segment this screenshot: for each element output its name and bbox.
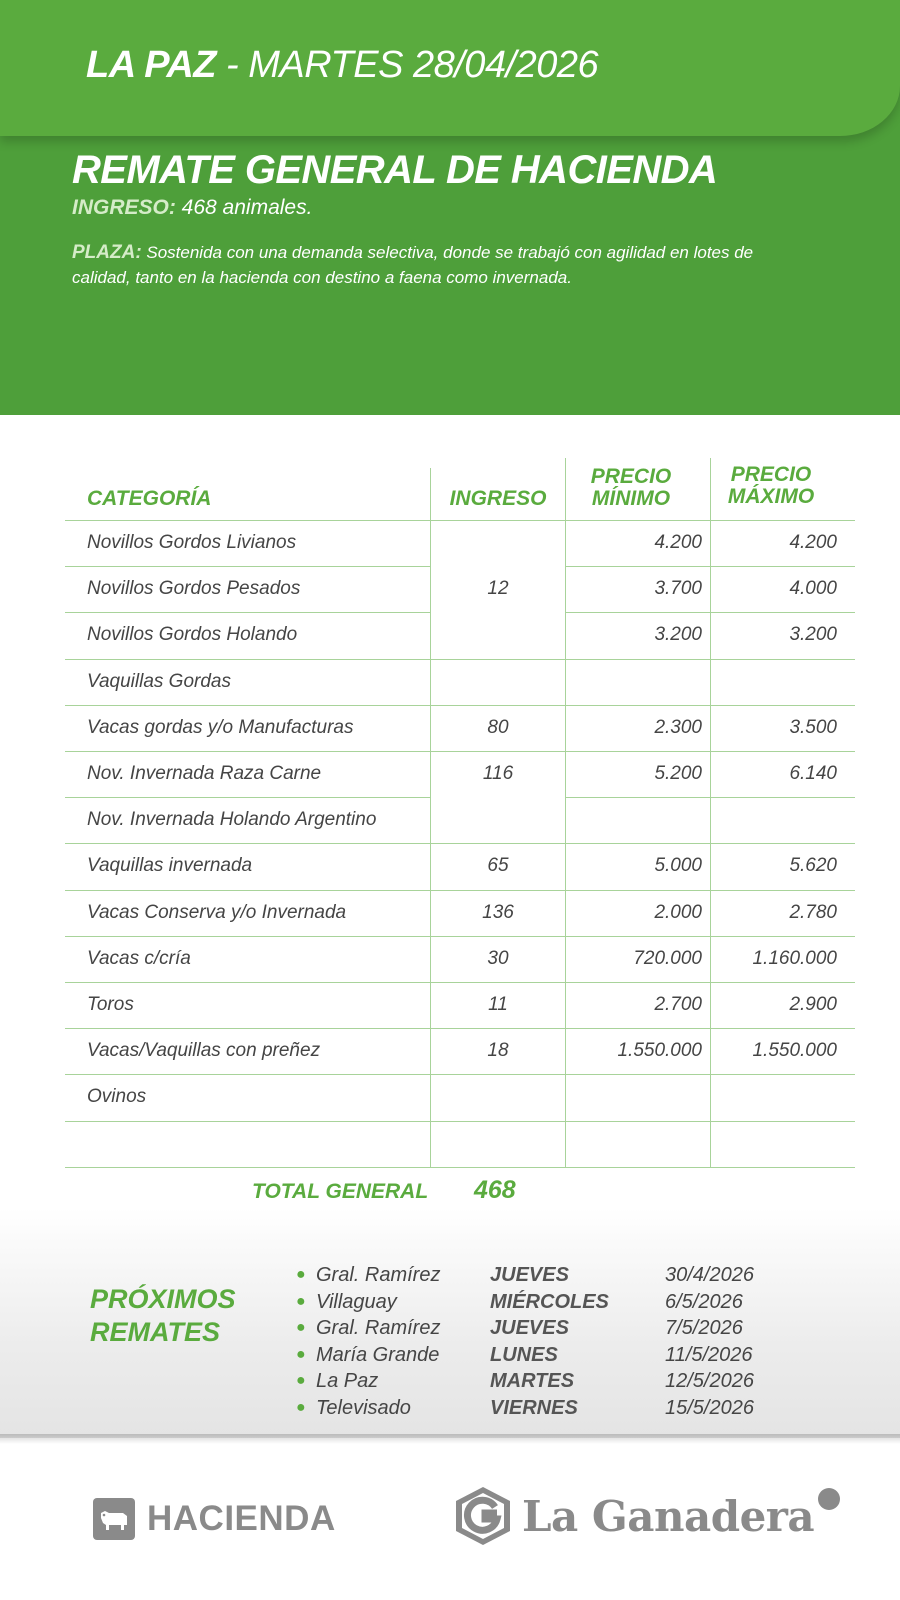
- table-row-ingreso: 80: [487, 716, 509, 738]
- table-row-categoria: Novillos Gordos Livianos: [87, 532, 297, 553]
- bullet-icon: ●: [296, 1266, 306, 1283]
- table-row-precio-maximo: 5.620: [789, 855, 837, 877]
- page-title: REMATE GENERAL DE HACIENDA: [72, 148, 718, 192]
- table-row-ingreso: 18: [487, 1040, 509, 1062]
- table-row-precio-maximo: 1.160.000: [752, 947, 837, 969]
- remate-day: MIÉRCOLES: [490, 1290, 609, 1313]
- table-row-precio-maximo: 4.000: [789, 578, 837, 600]
- la-ganadera-logo-text: La Ganadera: [522, 1491, 815, 1541]
- table-row-categoria: Nov. Invernada Raza Carne: [87, 763, 322, 784]
- table-row-precio-maximo: 3.500: [789, 716, 837, 738]
- row-divider: [65, 1074, 855, 1075]
- table-row-precio-maximo: 3.200: [789, 624, 837, 646]
- remate-place: Gral. Ramírez: [316, 1264, 441, 1286]
- plaza-description: [72, 240, 772, 290]
- table-row-precio-maximo: 2.900: [789, 994, 837, 1015]
- date-label: MARTES 28/04/2026: [248, 44, 599, 86]
- cow-icon: [93, 1498, 135, 1540]
- ganadera-emblem-icon: [452, 1485, 514, 1547]
- bullet-icon: ●: [296, 1292, 306, 1310]
- ingreso-label: INGRESO:: [72, 196, 176, 219]
- table-row-categoria: Vacas c/cría: [87, 947, 191, 969]
- table-row-categoria: Vaquillas invernada: [87, 855, 253, 877]
- table-row-categoria: Novillos Gordos Pesados: [87, 578, 301, 600]
- row-divider: [65, 982, 855, 983]
- row-divider: [565, 612, 855, 613]
- plaza-text: Sostenida con una demanda selectiva, donde se trabajó con agilidad en lotes de calidad, tanto en la hacienda con destino a faena como invernada.: [72, 243, 754, 287]
- header-precio-maximo-line1: PRECIO: [730, 463, 812, 486]
- table-row-precio-minimo: 2.000: [654, 901, 702, 923]
- table-row-precio-maximo: 1.550.000: [752, 1040, 837, 1062]
- row-divider: [65, 843, 855, 844]
- bullet-icon: ●: [296, 1319, 306, 1337]
- total-general-value: 468: [474, 1176, 516, 1204]
- bullet-icon: ●: [296, 1372, 306, 1390]
- title-separator: -: [215, 44, 249, 86]
- row-divider: [65, 1167, 855, 1168]
- remate-place: La Paz: [316, 1370, 379, 1393]
- table-row-categoria: Vaquillas Gordas: [87, 670, 231, 692]
- remate-place: María Grande: [316, 1343, 440, 1366]
- table-row-ingreso: 12: [487, 578, 509, 600]
- remate-day: LUNES: [490, 1343, 558, 1366]
- table-row-precio-minimo: 5.200: [654, 763, 702, 784]
- remate-date: 6/5/2026: [665, 1290, 743, 1313]
- hacienda-logo-text: HACIENDA: [147, 1499, 336, 1538]
- proximo-remate-item: [0, 1264, 900, 1290]
- proximo-remate-item: [0, 1317, 900, 1343]
- proximo-remate-item: [0, 1397, 900, 1423]
- proximo-remate-item: [0, 1344, 900, 1370]
- la-ganadera-logo: [452, 1484, 814, 1548]
- remate-place: Gral. Ramírez: [316, 1317, 441, 1340]
- table-row-precio-maximo: 4.200: [789, 532, 837, 553]
- table-row-precio-minimo: 1.550.000: [617, 1040, 702, 1062]
- row-divider: [65, 566, 430, 567]
- ganadera-badge-icon: [818, 1488, 840, 1510]
- remate-date: 12/5/2026: [665, 1370, 754, 1393]
- proximos-title-line1: PRÓXIMOS: [90, 1284, 236, 1314]
- row-divider: [65, 890, 855, 891]
- row-divider: [65, 612, 430, 613]
- table-row-ingreso: 30: [487, 947, 509, 969]
- header-precio-minimo: [559, 466, 703, 510]
- page-date-title: [86, 44, 598, 87]
- row-divider: [65, 520, 855, 521]
- header-precio-minimo-line2: MÍNIMO: [591, 487, 671, 510]
- remate-place: Villaguay: [316, 1290, 397, 1313]
- table-row-ingreso: 116: [482, 763, 514, 784]
- table-row-precio-maximo: 6.140: [789, 763, 837, 784]
- location-label: LA PAZ: [86, 44, 216, 86]
- remate-place: Televisado: [316, 1397, 411, 1419]
- table-row-ingreso: 11: [488, 994, 508, 1015]
- table-row-categoria: Novillos Gordos Holando: [87, 624, 298, 646]
- table-row-precio-maximo: 2.780: [789, 901, 837, 923]
- header-categoria: CATEGORÍA: [87, 487, 212, 510]
- remate-day: JUEVES: [490, 1317, 569, 1340]
- table-row-precio-minimo: 3.200: [654, 624, 702, 646]
- proximos-title-line2: REMATES: [90, 1317, 221, 1347]
- column-divider: [710, 458, 711, 1167]
- remate-date: 15/5/2026: [665, 1397, 754, 1419]
- hacienda-logo: [93, 1497, 336, 1541]
- table-row-precio-minimo: 720.000: [633, 947, 702, 969]
- table-row-ingreso: 136: [482, 901, 514, 923]
- header-precio-maximo: [703, 464, 839, 508]
- table-row-precio-minimo: 5.000: [654, 855, 702, 877]
- plaza-label: PLAZA:: [72, 242, 142, 263]
- ingreso-summary: [72, 196, 312, 220]
- row-divider: [65, 705, 855, 706]
- row-divider: [65, 751, 855, 752]
- row-divider: [565, 797, 855, 798]
- table-row-categoria: Ovinos: [87, 1086, 147, 1108]
- row-divider: [65, 1121, 855, 1122]
- row-divider: [65, 936, 855, 937]
- proximo-remate-item: [0, 1370, 900, 1396]
- table-row-categoria: Vacas Conserva y/o Invernada: [87, 901, 347, 923]
- table-row-precio-minimo: 2.300: [654, 716, 702, 738]
- row-divider: [65, 659, 855, 660]
- total-general-label: TOTAL GENERAL: [252, 1180, 429, 1203]
- bullet-icon: ●: [296, 1399, 306, 1416]
- header-precio-minimo-line1: PRECIO: [590, 465, 672, 488]
- table-row-ingreso: 65: [487, 855, 509, 877]
- bullet-icon: ●: [296, 1345, 306, 1363]
- remate-day: VIERNES: [490, 1397, 578, 1419]
- proximo-remate-item: [0, 1291, 900, 1317]
- table-row-categoria: Vacas gordas y/o Manufacturas: [87, 716, 354, 738]
- table-row-categoria: Vacas/Vaquillas con preñez: [87, 1040, 321, 1062]
- table-row-categoria: Toros: [87, 994, 134, 1015]
- table-row-precio-minimo: 4.200: [654, 532, 702, 553]
- table-row-precio-minimo: 2.700: [654, 994, 702, 1015]
- row-divider: [65, 797, 430, 798]
- panel-shadow: [0, 1434, 900, 1444]
- ingreso-value: 468 animales.: [175, 196, 313, 219]
- table-row-categoria: Nov. Invernada Holando Argentino: [87, 809, 377, 831]
- remate-day: JUEVES: [490, 1264, 569, 1286]
- remate-date: 11/5/2026: [665, 1343, 753, 1366]
- table-row-precio-minimo: 3.700: [654, 578, 702, 600]
- remate-date: 7/5/2026: [665, 1317, 743, 1340]
- remate-date: 30/4/2026: [665, 1264, 754, 1286]
- header-ingreso: INGRESO: [449, 487, 547, 510]
- remate-day: MARTES: [490, 1370, 575, 1393]
- row-divider: [65, 1028, 855, 1029]
- row-divider: [565, 566, 855, 567]
- header-precio-maximo-line2: MÁXIMO: [727, 485, 815, 508]
